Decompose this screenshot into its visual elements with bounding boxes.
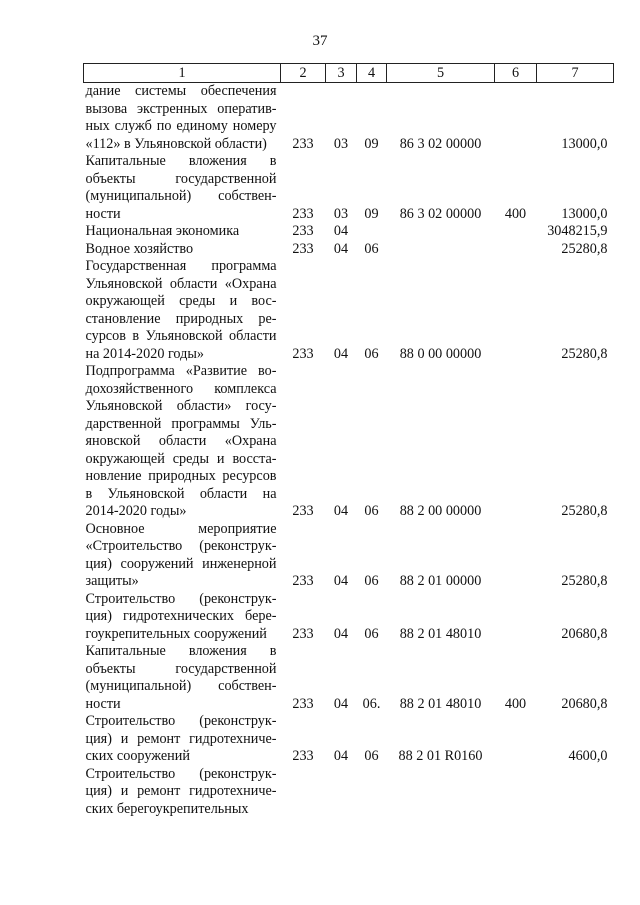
- row-code-6: [495, 713, 537, 766]
- row-amount: 25280,8: [561, 573, 608, 589]
- row-code-6: [495, 83, 537, 154]
- row-code-3: 04: [333, 748, 349, 764]
- column-header: 4: [357, 64, 387, 83]
- row-code-4: 09: [364, 205, 379, 222]
- row-code-4: [357, 223, 387, 241]
- table-row: [84, 521, 614, 591]
- row-code-3: [326, 766, 357, 819]
- row-code-2: 233: [292, 345, 314, 362]
- row-amount: [537, 766, 614, 819]
- row-code-6: [495, 766, 537, 819]
- row-name: дание системы обеспечения вызова экстренных оперативных служб по единому номеру «112» в Ульяновской области): [85, 83, 277, 152]
- row-code-2: [281, 766, 326, 819]
- row-code-5: 88 2 01 00000: [399, 573, 482, 589]
- row-code-3: 03: [333, 205, 349, 222]
- row-amount: 20680,8: [561, 625, 608, 642]
- row-code-5: [387, 223, 495, 241]
- row-code-3: 04: [333, 625, 349, 642]
- row-code-5: [387, 241, 495, 259]
- row-code-6: [495, 223, 537, 241]
- row-code-2: 233: [292, 748, 314, 764]
- row-name: Строительство (реконструкция) и ремонт гидротехнических берегоукрепительных: [85, 765, 277, 817]
- row-code-2: 233: [292, 695, 314, 712]
- row-name: Национальная экономика: [85, 223, 240, 239]
- row-name: Строительство (реконструкция) и ремонт гидротехнических сооружений: [85, 713, 277, 764]
- table-row: [84, 223, 614, 241]
- row-code-5: 88 0 00 00000: [399, 345, 482, 362]
- row-amount: 20680,8: [561, 695, 608, 712]
- column-header: 6: [495, 64, 537, 83]
- row-amount: 13000,0: [561, 135, 608, 152]
- row-code-5: 86 3 02 00000: [399, 135, 482, 152]
- row-code-3: 04: [333, 223, 349, 239]
- row-code-4: [357, 766, 387, 819]
- row-code-3: 04: [333, 573, 349, 589]
- row-code-3: 04: [333, 695, 349, 712]
- row-code-2: 233: [292, 223, 314, 239]
- row-code-5: [387, 766, 495, 819]
- row-code-5: 88 2 00 00000: [399, 503, 482, 519]
- row-amount: 3048215,9: [547, 223, 608, 239]
- table-header-row: [84, 64, 614, 83]
- table-row: [84, 713, 614, 766]
- row-name: Капитальные вложения в объекты государственной (муниципальной) собственности: [85, 153, 277, 222]
- row-code-4: 06.: [362, 695, 381, 712]
- table-row: [84, 241, 614, 259]
- row-code-2: 233: [292, 205, 314, 222]
- row-code-5: 88 2 01 48010: [399, 625, 482, 642]
- row-code-5: 88 2 01 R0160: [398, 748, 483, 764]
- row-amount: 25280,8: [561, 503, 608, 519]
- row-code-4: 06: [364, 625, 379, 642]
- column-header: 1: [84, 64, 281, 83]
- row-code-6: [495, 363, 537, 521]
- row-amount: 13000,0: [561, 205, 608, 222]
- row-name: Подпрограмма «Развитие водохозяйственного комплекса Ульяновской области» государственной программы Ульяновской области «Охрана окружающей среды и восстановление природных ресурсов в Ульяновской области на 2014-2020 годы»: [85, 363, 277, 519]
- row-code-3: 04: [333, 345, 349, 362]
- row-amount: 25280,8: [561, 345, 608, 362]
- column-header: 5: [387, 64, 495, 83]
- row-code-2: 233: [292, 625, 314, 642]
- row-name: Основное мероприятие «Строительство (реконструкция) сооружений инженерной защиты»: [85, 520, 277, 589]
- row-code-4: 09: [364, 135, 379, 152]
- column-header: 3: [326, 64, 357, 83]
- table-row: [84, 591, 614, 644]
- table-row: [84, 258, 614, 363]
- budget-table: [83, 63, 614, 818]
- row-code-6: [495, 241, 537, 259]
- row-code-5: 86 3 02 00000: [399, 205, 482, 222]
- row-code-4: 06: [364, 345, 379, 362]
- column-header: 2: [281, 64, 326, 83]
- table-row: [84, 766, 614, 819]
- row-code-4: 06: [364, 748, 379, 764]
- row-code-2: 233: [292, 135, 314, 152]
- row-name: Государственная программа Ульяновской области «Охрана окружающей среды и восстановление природных ресурсов в Ульяновской области на 2014-2020 годы»: [85, 258, 277, 362]
- row-code-3: 04: [333, 503, 349, 519]
- column-header: 7: [537, 64, 614, 83]
- row-code-6: [495, 521, 537, 591]
- page-number: 37: [312, 33, 328, 49]
- table-row: [84, 153, 614, 223]
- row-code-4: 06: [364, 573, 379, 589]
- row-amount: 25280,8: [561, 240, 608, 257]
- row-code-6: 400: [504, 695, 527, 712]
- row-code-3: 03: [333, 135, 349, 152]
- row-amount: 4600,0: [568, 748, 608, 764]
- row-code-6: [495, 258, 537, 363]
- row-name: Водное хозяйство: [85, 240, 194, 257]
- row-code-2: 233: [292, 240, 314, 257]
- row-code-6: [495, 591, 537, 644]
- table-row: [84, 643, 614, 713]
- row-code-4: 06: [364, 503, 379, 519]
- row-code-4: 06: [364, 240, 379, 257]
- row-code-5: 88 2 01 48010: [399, 695, 482, 712]
- row-code-3: 04: [333, 240, 349, 257]
- row-code-6: 400: [504, 205, 527, 222]
- row-code-2: 233: [292, 503, 314, 519]
- table-row: [84, 83, 614, 154]
- row-name: Капитальные вложения в объекты государственной (муниципальной) собственности: [85, 643, 277, 712]
- row-name: Строительство (реконструкция) гидротехнических берегоукрепительных сооружений: [85, 590, 277, 642]
- table-row: [84, 363, 614, 521]
- row-code-2: 233: [292, 573, 314, 589]
